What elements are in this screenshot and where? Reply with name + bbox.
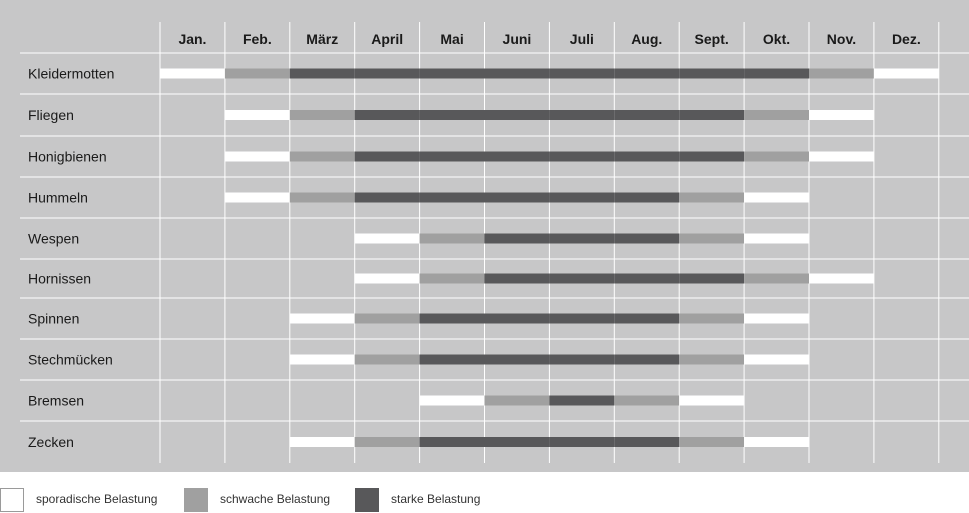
load-bar (549, 314, 614, 324)
load-bar (225, 69, 290, 79)
legend-label-weak: schwache Belastung (220, 492, 331, 506)
row-label: Hornissen (28, 270, 92, 287)
load-bar (679, 314, 744, 324)
month-header: Jan. (178, 31, 207, 47)
load-bar (744, 193, 809, 203)
load-bar (485, 437, 550, 447)
load-bar (355, 314, 420, 324)
load-bar (355, 355, 420, 365)
load-bar (744, 437, 809, 447)
load-bar (614, 396, 679, 406)
load-bar (549, 110, 614, 120)
month-header: Juli (569, 31, 594, 47)
load-bar (355, 437, 420, 447)
month-header: März (306, 31, 339, 47)
month-header: Okt. (762, 31, 791, 47)
row-label: Honigbienen (28, 148, 107, 165)
row-label: Kleidermotten (28, 65, 115, 82)
load-bar (355, 234, 420, 244)
load-bar (744, 314, 809, 324)
load-bar (679, 437, 744, 447)
legend-label-sporadic: sporadische Belastung (36, 492, 158, 506)
load-bar (290, 314, 355, 324)
load-bar (290, 437, 355, 447)
load-bar (809, 274, 874, 284)
load-bar (679, 234, 744, 244)
load-bar (160, 69, 225, 79)
row-label: Stechmücken (28, 351, 113, 368)
load-bar (679, 110, 744, 120)
load-bar (290, 69, 355, 79)
load-bar (420, 152, 485, 162)
load-bar (355, 274, 420, 284)
row-label: Zecken (28, 434, 74, 450)
load-bar (809, 152, 874, 162)
load-bar (225, 152, 290, 162)
load-bar (420, 193, 485, 203)
load-bar (485, 274, 550, 284)
month-header: Nov. (826, 31, 857, 47)
load-bar (420, 437, 485, 447)
load-bar (355, 193, 420, 203)
load-bar (225, 110, 290, 120)
load-bar (679, 396, 744, 406)
month-header: Sept. (694, 31, 729, 47)
month-header: Juni (502, 31, 532, 47)
load-bar (614, 314, 679, 324)
load-bar (744, 274, 809, 284)
load-bar (614, 69, 679, 79)
row-label: Spinnen (28, 310, 80, 327)
load-bar (485, 355, 550, 365)
load-bar (420, 110, 485, 120)
load-bar (225, 193, 290, 203)
legend-label-strong: starke Belastung (391, 492, 481, 506)
load-bar (679, 274, 744, 284)
month-header: Feb. (242, 31, 272, 47)
load-bar (614, 274, 679, 284)
load-bar (614, 110, 679, 120)
load-bar (549, 234, 614, 244)
load-bar (549, 193, 614, 203)
load-bar (355, 69, 420, 79)
load-bar (485, 69, 550, 79)
month-header: Mai (440, 31, 464, 47)
load-bar (290, 193, 355, 203)
load-bar (485, 396, 550, 406)
load-bar (549, 152, 614, 162)
month-header: April (371, 31, 404, 47)
load-bar (549, 396, 614, 406)
load-bar (744, 355, 809, 365)
load-bar (485, 110, 550, 120)
legend-swatch-weak (184, 488, 208, 512)
load-bar (420, 234, 485, 244)
load-bar (290, 110, 355, 120)
month-header: Dez. (891, 31, 921, 47)
load-bar (549, 69, 614, 79)
row-labels (28, 66, 114, 451)
load-bar (290, 152, 355, 162)
load-bar (744, 110, 809, 120)
load-bar (420, 396, 485, 406)
load-bar (549, 274, 614, 284)
load-bar (679, 69, 744, 79)
load-bar (420, 274, 485, 284)
load-bar (614, 437, 679, 447)
load-bar (549, 437, 614, 447)
load-bar (809, 110, 874, 120)
load-bar (420, 69, 485, 79)
load-bar (485, 234, 550, 244)
load-bar (809, 69, 874, 79)
load-bar (744, 234, 809, 244)
load-bar (679, 152, 744, 162)
row-label: Bremsen (28, 392, 85, 409)
load-bar (485, 152, 550, 162)
load-bar (485, 314, 550, 324)
load-bar (420, 314, 485, 324)
month-header: Aug. (631, 31, 663, 47)
load-bar (355, 152, 420, 162)
row-label: Fliegen (28, 107, 74, 123)
load-bar (614, 234, 679, 244)
load-bar (744, 69, 809, 79)
load-bar (614, 193, 679, 203)
load-bar (549, 355, 614, 365)
load-bar (355, 110, 420, 120)
load-bar (420, 355, 485, 365)
load-bar (485, 193, 550, 203)
load-bar (744, 152, 809, 162)
load-bar (614, 152, 679, 162)
row-label: Wespen (28, 230, 80, 247)
legend-swatch-strong (355, 488, 379, 512)
load-bar (614, 355, 679, 365)
load-bar (290, 355, 355, 365)
load-bar (679, 355, 744, 365)
legend-swatch-sporadic (0, 488, 24, 512)
row-label: Hummeln (28, 189, 88, 206)
load-bar (679, 193, 744, 203)
load-bar (874, 69, 939, 79)
legend (0, 472, 969, 513)
